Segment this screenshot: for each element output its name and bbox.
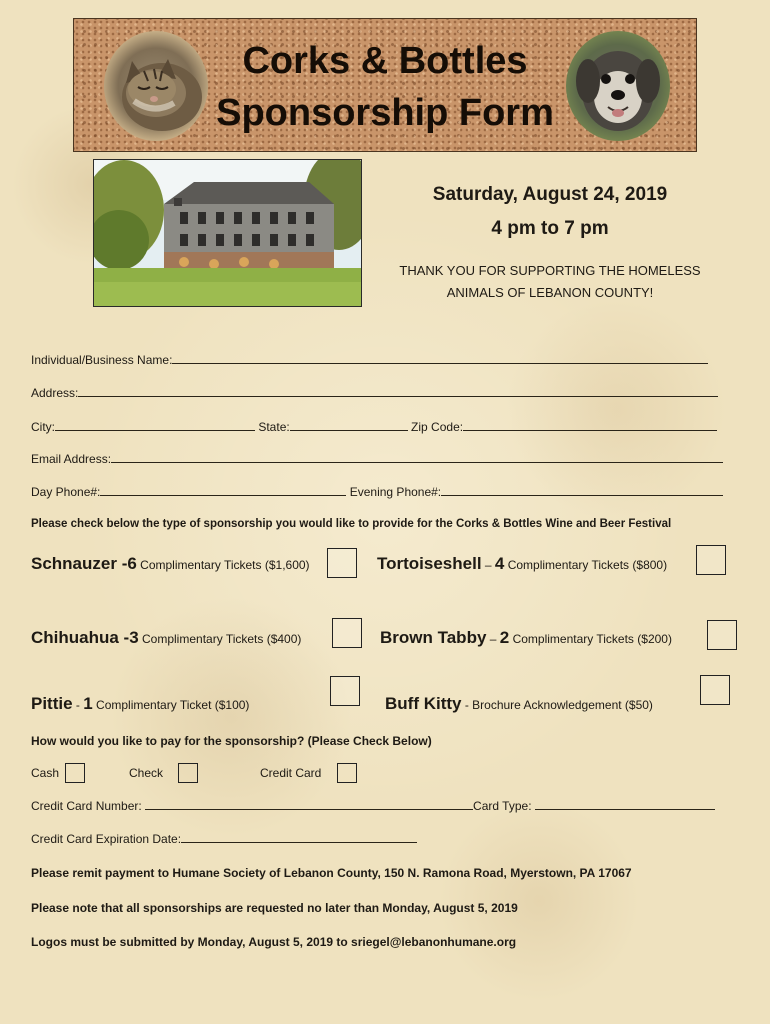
email-field-row xyxy=(31,452,723,466)
level-tortoiseshell-name: Tortoiseshell xyxy=(377,554,482,573)
level-tortoiseshell xyxy=(377,554,667,574)
address-label: Address: xyxy=(31,386,79,400)
level-brown-tabby-desc: Complimentary Tickets ($200) xyxy=(509,632,672,646)
chihuahua-checkbox[interactable] xyxy=(332,618,362,648)
level-buff-kitty xyxy=(385,694,653,714)
level-buff-kitty-name: Buff Kitty xyxy=(385,694,462,713)
level-brown-tabby-sep: – xyxy=(486,632,500,646)
level-brown-tabby-name: Brown Tabby xyxy=(380,628,487,647)
level-pittie-count: 1 xyxy=(83,694,93,713)
email-label: Email Address: xyxy=(31,452,112,466)
header-banner xyxy=(73,18,697,152)
city-field[interactable] xyxy=(55,420,255,431)
thank-you-line-2: ANIMALS OF LEBANON COUNTY! xyxy=(446,285,654,300)
cash-checkbox[interactable] xyxy=(65,763,85,783)
name-field-row xyxy=(31,353,708,367)
card-type-label: Card Type: xyxy=(473,799,532,813)
title-line-2: Sponsorship Form xyxy=(216,92,554,134)
remit-note: Please remit payment to Humane Society of Lebanon County, 150 N. Ramona Road, Myerstown, PA 17067 xyxy=(31,866,632,880)
state-field[interactable] xyxy=(290,420,408,431)
pittie-checkbox[interactable] xyxy=(330,676,360,706)
dog-illustration xyxy=(566,31,670,141)
card-number-field[interactable] xyxy=(145,799,473,810)
level-schnauzer-desc: Complimentary Tickets ($1,600) xyxy=(136,558,310,572)
level-schnauzer xyxy=(31,554,310,574)
card-number-label: Credit Card Number: xyxy=(31,799,142,813)
card-number-row xyxy=(31,799,715,813)
logos-note: Logos must be submitted by Monday, August 5, 2019 to sriegel@lebanonhumane.org xyxy=(31,935,517,949)
dog-photo xyxy=(566,31,670,141)
buff-kitty-checkbox[interactable] xyxy=(700,675,730,705)
event-date: Saturday, August 24, 2019 xyxy=(432,184,668,205)
address-field[interactable] xyxy=(78,386,718,397)
name-field[interactable] xyxy=(172,353,708,364)
day-phone-label: Day Phone#: xyxy=(31,485,101,499)
schnauzer-checkbox[interactable] xyxy=(327,548,357,578)
cash-label: Cash xyxy=(31,766,60,780)
level-tortoiseshell-count: 4 xyxy=(494,554,505,573)
level-chihuahua-desc: Complimentary Tickets ($400) xyxy=(138,632,302,646)
state-label: State: xyxy=(258,420,290,434)
level-schnauzer-name: Schnauzer -6 xyxy=(31,554,137,573)
level-chihuahua-name: Chihuahua -3 xyxy=(31,628,139,647)
level-pittie-name: Pittie xyxy=(31,694,73,713)
city-field-row xyxy=(31,420,717,434)
credit-card-label: Credit Card xyxy=(260,766,322,780)
name-label: Individual/Business Name: xyxy=(31,353,173,367)
zip-field[interactable] xyxy=(463,420,717,431)
tortoiseshell-checkbox[interactable] xyxy=(696,545,726,575)
payment-prompt: How would you like to pay for the sponsorship? (Please Check Below) xyxy=(31,734,432,748)
level-tortoiseshell-sep: – xyxy=(481,558,495,572)
level-brown-tabby-count: 2 xyxy=(499,628,510,647)
credit-card-checkbox[interactable] xyxy=(337,763,357,783)
check-label: Check xyxy=(129,766,164,780)
venue-illustration xyxy=(94,160,362,307)
expiration-field[interactable] xyxy=(181,832,417,843)
level-brown-tabby xyxy=(380,628,672,648)
city-label: City: xyxy=(31,420,55,434)
address-field-row xyxy=(31,386,718,400)
brown-tabby-checkbox[interactable] xyxy=(707,620,737,650)
card-type-field[interactable] xyxy=(535,799,715,810)
phone-field-row xyxy=(31,485,723,499)
level-buff-kitty-sep: - xyxy=(461,698,473,712)
check-checkbox[interactable] xyxy=(178,763,198,783)
evening-phone-label: Evening Phone#: xyxy=(349,485,442,499)
expiration-label: Credit Card Expiration Date: xyxy=(31,832,182,846)
day-phone-field[interactable] xyxy=(100,485,346,496)
venue-photo xyxy=(93,159,362,307)
title-line-1: Corks & Bottles xyxy=(242,40,528,82)
event-time: 4 pm to 7 pm xyxy=(491,218,609,239)
evening-phone-field[interactable] xyxy=(441,485,723,496)
level-pittie xyxy=(31,694,249,714)
thank-you-line-1: THANK YOU FOR SUPPORTING THE HOMELESS xyxy=(399,263,701,278)
email-field[interactable] xyxy=(111,452,723,463)
level-pittie-desc: Complimentary Ticket ($100) xyxy=(92,698,250,712)
deadline-note: Please note that all sponsorships are requested no later than Monday, August 5, 2019 xyxy=(31,901,518,915)
level-buff-kitty-desc: Brochure Acknowledgement ($50) xyxy=(472,698,653,712)
thank-you-message xyxy=(380,260,720,304)
level-tortoiseshell-desc: Complimentary Tickets ($800) xyxy=(504,558,668,572)
level-pittie-sep: - xyxy=(72,698,84,712)
sponsorship-prompt: Please check below the type of sponsorship you would like to provide for the Corks & Bottles Wine and Beer Festival xyxy=(31,518,672,530)
level-chihuahua xyxy=(31,628,301,648)
zip-label: Zip Code: xyxy=(411,420,464,434)
expiration-row xyxy=(31,832,417,846)
